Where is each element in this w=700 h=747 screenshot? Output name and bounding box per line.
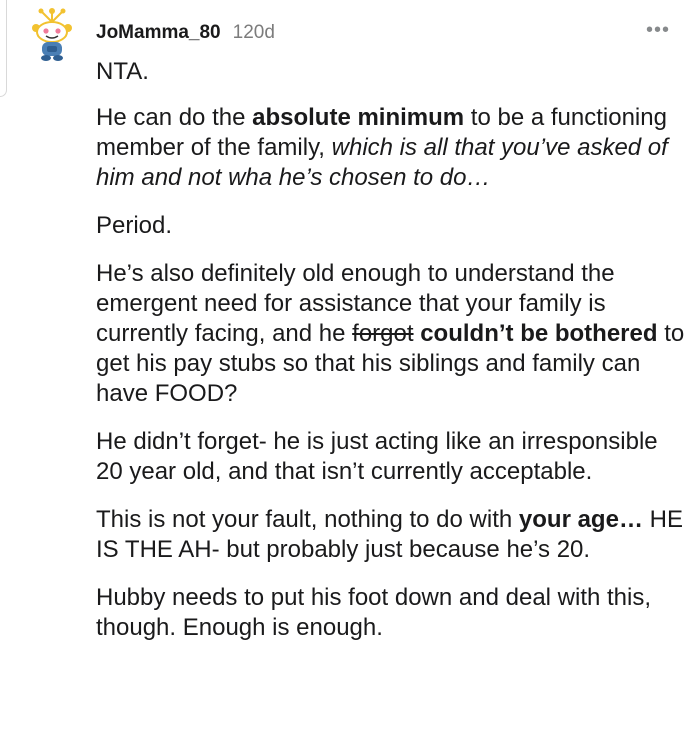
username-link[interactable]: JoMamma_80 xyxy=(96,22,221,43)
comment-age: 120d xyxy=(232,22,275,43)
paragraph-assistance: He’s also definitely old enough to understand the emergent need for assistance that your family is currently facing, and he forgot couldn’t be bothered to get his pay stubs so that his siblings and family can have FOOD? xyxy=(96,260,685,407)
paragraph-period: Period. xyxy=(96,212,173,239)
comment-header xyxy=(96,22,275,44)
paragraph-hubby: Hubby needs to put his foot down and deal with this, though. Enough is enough. xyxy=(96,584,652,641)
paragraph-verdict: NTA. xyxy=(96,58,149,85)
paragraph-minimum: He can do the absolute minimum to be a functioning member of the family, which is all that you’ve asked of him and not wha he’s chosen to do… xyxy=(96,104,668,191)
more-options-icon[interactable]: ••• xyxy=(645,19,670,41)
snoo-avatar-icon[interactable] xyxy=(30,6,74,64)
thread-line xyxy=(0,0,7,97)
paragraph-fault: This is not your fault, nothing to do with your age… HE IS THE AH- but probably just because he’s 20. xyxy=(96,506,683,563)
comment-body xyxy=(96,57,688,661)
paragraph-forget: He didn’t forget- he is just acting like an irresponsible 20 year old, and that isn’t currently acceptable. xyxy=(96,428,658,485)
